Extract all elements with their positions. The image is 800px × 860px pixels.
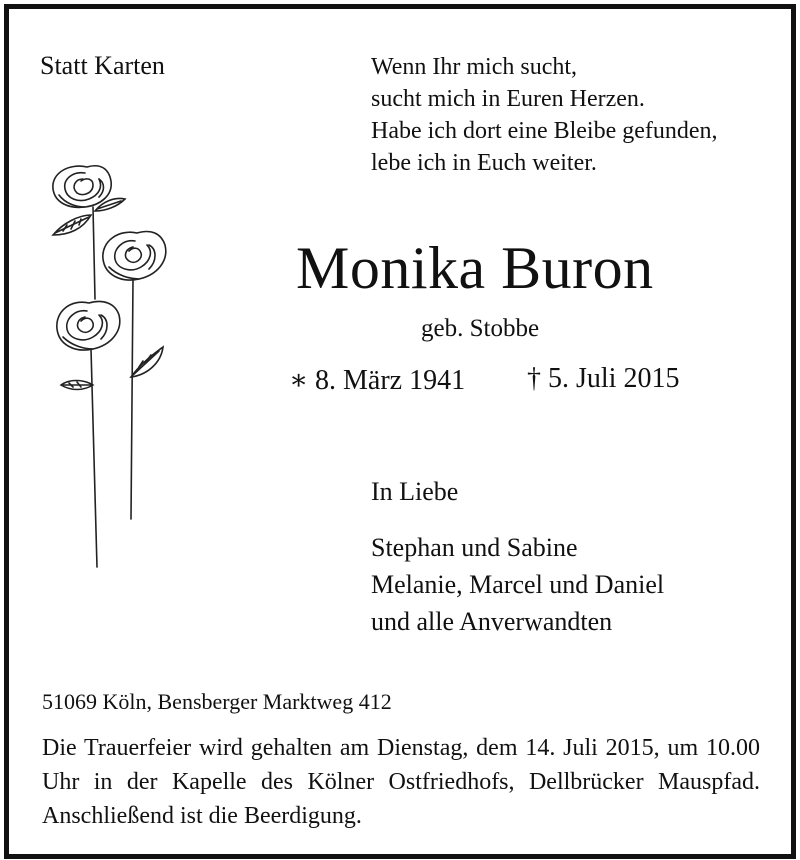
- mourner-line: Stephan und Sabine: [371, 533, 578, 562]
- statt-karten-label: Statt Karten: [40, 51, 165, 80]
- obituary-card: [4, 4, 796, 859]
- roses-icon: [39, 149, 179, 574]
- rose-middle-icon: [103, 232, 166, 281]
- death-date: † 5. Juli 2015: [527, 363, 680, 394]
- mourning-address: 51069 Köln, Bensberger Marktweg 412: [42, 689, 392, 714]
- maiden-name: geb. Stobbe: [421, 315, 540, 342]
- poem: [371, 51, 718, 179]
- funeral-notice: Die Trauerfeier wird gehalten am Dienstag, dem 14. Juli 2015, um 10.00 Uhr in der Kapelle des Kölner Ostfriedhofs, Dellbrücker Mauspfad. Anschließend ist die Beerdigung.: [42, 735, 760, 829]
- poem-line: Habe ich dort eine Bleibe gefunden,: [371, 118, 718, 144]
- mourner-line: Melanie, Marcel und Daniel: [371, 570, 665, 599]
- poem-line: sucht mich in Euren Herzen.: [371, 86, 645, 112]
- in-liebe-label: In Liebe: [371, 477, 459, 506]
- rose-bottom-icon: [57, 302, 120, 351]
- mourners-list: [371, 529, 664, 640]
- deceased-name: Monika Buron: [296, 235, 654, 301]
- poem-line: Wenn Ihr mich sucht,: [371, 54, 578, 80]
- birth-date: ∗ 8. März 1941: [289, 365, 466, 396]
- rose-top-icon: [53, 166, 111, 208]
- poem-line: lebe ich in Euch weiter.: [371, 150, 597, 176]
- mourner-line: und alle Anverwandten: [371, 607, 613, 636]
